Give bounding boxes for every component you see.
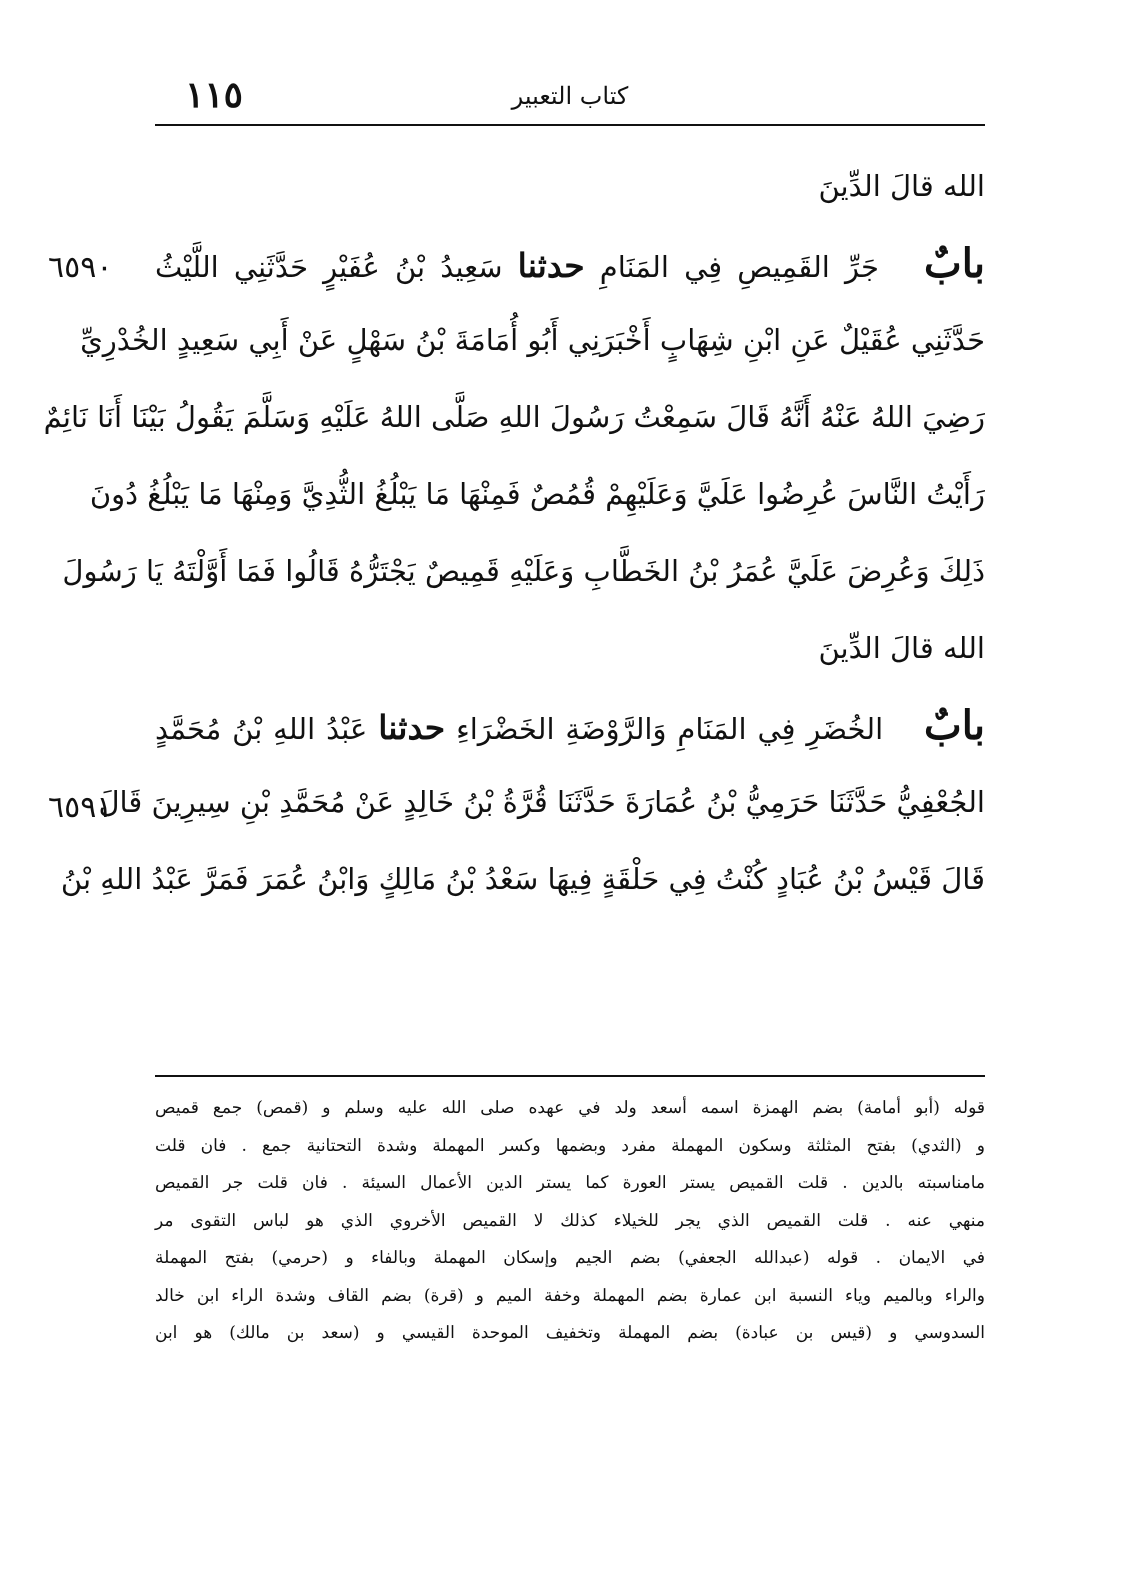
chapter-heading	[155, 687, 985, 764]
text-segment: سَعِيدُ بْنُ عُفَيْرٍ حَدَّثَنِي اللَّيْثُ	[155, 250, 503, 284]
text-line: ذَلِكَ وَعُرِضَ عَلَيَّ عُمَرُ بْنُ الخَطَّابِ وَعَلَيْهِ قَمِيصٌ يَجْتَرُّهُ قَالُوا فَمَا أَوَّلْتَهُ يَا رَسُولَ	[62, 554, 985, 588]
note-line: في الايمان . قوله (عبدالله الجعفي) بضم الجيم وإسكان المهملة وبالفاء و (حرمي) بفتح المهملة	[155, 1248, 985, 1268]
note-line: قوله (أبو أمامة) بضم الهمزة اسمه أسعد ولد في عهده صلى الله عليه وسلم و (قمص) جمع قميص	[155, 1098, 985, 1118]
text-line: قَالَ قَيْسُ بْنُ عُبَادٍ كُنْتُ فِي حَلْقَةٍ فِيهَا سَعْدُ بْنُ مَالِكٍ وَابْنُ عُمَرَ فَمَرَّ عَبْدُ اللهِ بْنُ	[60, 862, 985, 896]
chapter-title: جَرِّ القَمِيصِ فِي المَنَامِ	[599, 250, 879, 284]
text-line: رَضِيَ اللهُ عَنْهُ أَنَّهُ قَالَ سَمِعْتُ رَسُولَ اللهِ صَلَّى اللهُ عَلَيْهِ وَسَلَّمَ يَقُولُ بَيْنَا أَنَا نَائِمٌ	[43, 400, 985, 434]
note-line: منهي عنه . قلت القميص الذي يجر للخيلاء كذلك لا القميص الأخروي الذي هو لباس التقوى مر	[155, 1210, 985, 1231]
haddathana-word: حدثنا	[378, 708, 446, 747]
note-line: والراء وبالميم وياء النسبة ابن عمارة بضم المهملة وخفة الميم و (قرة) بضم القاف وشدة الراء ابن خالد	[155, 1285, 985, 1306]
chapter-heading	[155, 225, 985, 302]
page-header	[155, 70, 985, 120]
note-line: مامناسبته بالدين . قلت القميص يستر العورة كما يستر الدين الأعمال السيئة . فان قلت جر القميص	[155, 1173, 985, 1193]
text-line: الجُعْفِيُّ حَدَّثَنَا حَرَمِيُّ بْنُ عُمَارَةَ حَدَّثَنَا قُرَّةُ بْنُ خَالِدٍ عَنْ مُحَمَّدِ بْنِ سِيرِينَ قَالَ	[98, 785, 985, 819]
footnotes	[155, 1090, 985, 1353]
text-line: رَأَيْتُ النَّاسَ عُرِضُوا عَلَيَّ وَعَلَيْهِمْ قُمُصٌ فَمِنْهَا مَا يَبْلُغُ الثُّدِيَّ وَمِنْهَا مَا يَبْلُغُ دُونَ	[89, 477, 985, 511]
chapter-title: الخُضَرِ فِي المَنَامِ وَالرَّوْضَةِ الخَضْرَاءِ	[456, 712, 884, 746]
book-title: كتاب التعبير	[511, 82, 629, 110]
footnote-rule	[155, 1075, 985, 1077]
text-segment: عَبْدُ اللهِ بْنُ مُحَمَّدٍ	[155, 712, 368, 746]
text-line: الله قالَ الدِّينَ	[818, 169, 985, 203]
text-line: حَدَّثَنِي عُقَيْلٌ عَنِ ابْنِ شِهَابٍ أَخْبَرَنِي أَبُو أُمَامَةَ بْنُ سَهْلٍ عَنْ أَبِي سَعِيدٍ الخُدْرِيِّ	[80, 323, 985, 357]
hadith-number: ٦٥٩٠	[48, 250, 113, 285]
haddathana-word: حدثنا	[517, 246, 585, 285]
bab-label: بابٌ	[924, 240, 986, 287]
note-line: السدوسي و (قيس بن عبادة) بضم المهملة وتخفيف الموحدة القيسي و (سعد بن مالك) هو ابن	[155, 1323, 985, 1343]
header-rule	[155, 124, 985, 126]
note-line: و (الثدي) بفتح المثلثة وسكون المهملة مفرد وبضمها وكسر المهملة وشدة التحتانية جمع . فان قلت	[155, 1135, 985, 1156]
page-number: ١١٥	[185, 74, 244, 116]
text-line: الله قالَ الدِّينَ	[818, 631, 985, 665]
bab-label: بابٌ	[924, 702, 986, 749]
hadith-number: ٦٥٩١	[48, 790, 113, 825]
